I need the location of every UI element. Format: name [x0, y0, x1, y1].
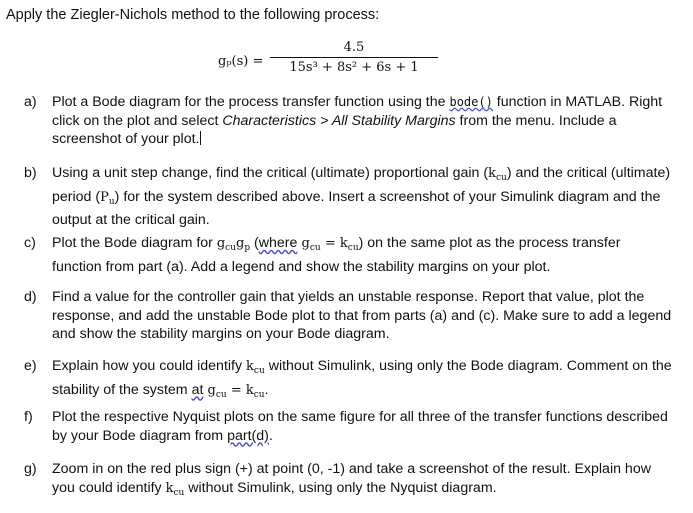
question-text: Using a unit step change, find the critical (ultimate) proportional gain $(k_{cu})$ and the critical (ultimate) period $(P_u)$ for the system described above. Insert a screenshot of your Simulink diagram and the output at the critical gain. [52, 165, 671, 228]
question-label: f) [24, 409, 33, 425]
question-text: Find a value for the controller gain that yields an unstable response. Report that value, plot the response, and add the unstable Bode plot to that from parts (a) and (c). Make sure to add a legend and show the stability margins on your Bode diagram. [52, 289, 672, 342]
question-label: a) [24, 94, 37, 110]
text-cursor [200, 131, 201, 145]
equation-numerator: 4.5 [343, 40, 365, 55]
question-label: d) [24, 289, 37, 305]
question-text: Plot a Bode diagram for the process transfer function using the bode() function in MATLAB. Right click on the plot and select Characteristics > All Stability Margins from the menu. Include a screenshot of your plot. [52, 94, 663, 147]
equation-fraction [270, 40, 438, 75]
equation-lhs: gₚ(s) = [218, 54, 264, 69]
question-label: e) [24, 358, 37, 374]
transfer-function-equation [218, 40, 478, 80]
question-text: Plot the respective Nyquist plots on the same figure for all three of the transfer functions described by your Bode diagram from part(d). [52, 409, 668, 444]
question-label: g) [24, 461, 37, 477]
question-label: c) [24, 235, 36, 251]
question-label: b) [24, 165, 37, 181]
equation-denominator: 15s³ + 8s² + 6s + 1 [270, 57, 438, 75]
question-text: Plot the Bode diagram for $g_{cu}g_p$ (where $g_{cu} = k_{cu}$) on the same plot as the process transfer function from part (a). Add a legend and show the stability margins on your plot. [52, 235, 621, 275]
question-text: Zoom in on the red plus sign (+) at point (0, -1) and take a screenshot of the result. Explain how you could identify $k_{cu}$ without Simulink, using only the Nyquist diagram. [52, 461, 651, 498]
menu-path: Characteristics > All Stability Margins [222, 112, 456, 129]
intro-text: Apply the Ziegler-Nichols method to the following process: [6, 7, 380, 23]
code-bode: bode() [449, 95, 493, 109]
question-text: Explain how you could identify $k_{cu}$ without Simulink, using only the Bode diagram. Comment on the stability of the system at $g_{cu} = k_{cu}$. [52, 358, 672, 400]
